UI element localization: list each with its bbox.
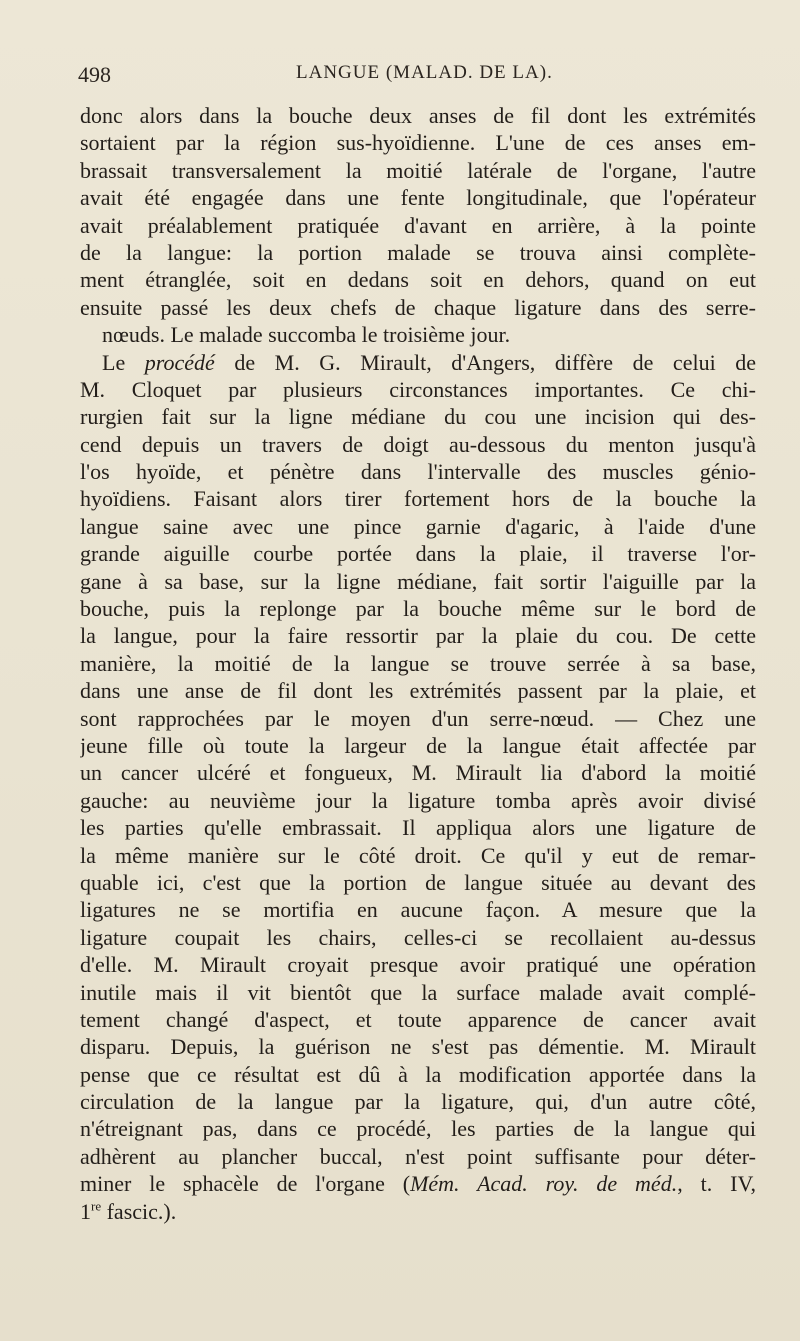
text-line: rurgien fait sur la ligne médiane du cou une incision qui des- bbox=[80, 404, 756, 430]
body-text bbox=[80, 102, 756, 1225]
text-line: ment étranglée, soit en dedans soit en dehors, quand on eut bbox=[80, 267, 756, 293]
ordinal-suffix: re bbox=[91, 1198, 102, 1214]
text-line: un cancer ulcéré et fongueux, M. Mirault lia d'abord la moitié bbox=[80, 760, 756, 786]
text-line: quable ici, c'est que la portion de langue située au devant des bbox=[80, 869, 756, 895]
text-fragment: miner le sphacèle de l'organe ( bbox=[80, 1171, 411, 1197]
citation-line bbox=[80, 1170, 756, 1197]
text-line: manière, la moitié de la langue se trouve serrée à sa base, bbox=[80, 650, 756, 676]
text-line: n'étreignant pas, dans ce procédé, les parties de la langue qui bbox=[80, 1116, 756, 1142]
running-head: LANGUE (MALAD. DE LA). bbox=[296, 62, 553, 83]
text-line: dans une anse de fil dont les extrémités passent par la plaie, et bbox=[80, 678, 756, 704]
paragraph-start-line bbox=[80, 349, 756, 376]
text-line: avait été engagée dans une fente longitudinale, que l'opérateur bbox=[80, 185, 756, 211]
text-line: l'os hyoïde, et pénètre dans l'intervalle des muscles génio- bbox=[80, 459, 756, 485]
italic-term: procédé bbox=[144, 349, 215, 375]
text-line: langue saine avec une pince garnie d'agaric, à l'aide d'une bbox=[80, 513, 756, 539]
page-header bbox=[78, 62, 758, 96]
text-line: ligatures ne se mortifia en aucune façon. A mesure que la bbox=[80, 897, 756, 923]
text-line: sont rapprochées par le moyen d'un serre-nœud. — Chez une bbox=[80, 705, 756, 731]
text-line: la langue, pour la faire ressortir par la plaie du cou. De cette bbox=[80, 623, 756, 649]
text-line: inutile mais il vit bientôt que la surface malade avait complé- bbox=[80, 979, 756, 1005]
text-line: d'elle. M. Mirault croyait presque avoir pratiqué une opération bbox=[80, 952, 756, 978]
text-line: la même manière sur le côté droit. Ce qu'il y eut de remar- bbox=[80, 842, 756, 868]
text-line: cend depuis un travers de doigt au-dessous du menton jusqu'à bbox=[80, 431, 756, 457]
text-line: sortaient par la région sus-hyoïdienne. L'une de ces anses em- bbox=[80, 130, 756, 156]
final-line bbox=[80, 1198, 756, 1225]
text-line: de la langue: la portion malade se trouva ainsi complète- bbox=[80, 239, 756, 265]
text-line: gane à sa base, sur la ligne médiane, fait sortir l'aiguille par la bbox=[80, 568, 756, 594]
text-line: bouche, puis la replonge par la bouche même sur le bord de bbox=[80, 596, 756, 622]
citation-reference: Mém. Acad. roy. de méd. bbox=[410, 1171, 678, 1197]
text-line: nœuds. Le malade succomba le troisième jour. bbox=[102, 322, 511, 348]
text-line: gauche: au neuvième jour la ligature tomba après avoir divisé bbox=[80, 787, 756, 813]
text-line: les parties qu'elle embrassait. Il appliqua alors une ligature de bbox=[80, 815, 756, 841]
ordinal-number: 1 bbox=[80, 1198, 91, 1224]
text-line: ligature coupait les chairs, celles-ci se recollaient au-dessus bbox=[80, 924, 756, 950]
text-line: tement changé d'aspect, et toute apparence de cancer avait bbox=[80, 1006, 756, 1032]
page-number: 498 bbox=[78, 62, 111, 87]
text-line: jeune fille où toute la largeur de la langue était affectée par bbox=[80, 732, 756, 758]
text-line: brassait transversalement la moitié latérale de l'organe, l'autre bbox=[80, 157, 756, 183]
text-line: disparu. Depuis, la guérison ne s'est pas démentie. M. Mirault bbox=[80, 1034, 756, 1060]
text-fragment: de M. G. Mirault, d'Angers, diffère de celui de bbox=[214, 349, 756, 375]
text-line: pense que ce résultat est dû à la modification apportée dans la bbox=[80, 1061, 756, 1087]
text-line: avait préalablement pratiquée d'avant en arrière, à la pointe bbox=[80, 212, 756, 238]
text-line: ensuite passé les deux chefs de chaque ligature dans des serre- bbox=[80, 294, 756, 320]
text-fragment: , t. IV, bbox=[677, 1171, 756, 1197]
text-line: M. Cloquet par plusieurs circonstances importantes. Ce chi- bbox=[80, 376, 756, 402]
text-line: donc alors dans la bouche deux anses de fil dont les extrémités bbox=[80, 103, 756, 128]
text-fragment: fascic.). bbox=[101, 1198, 177, 1224]
text-fragment: Le bbox=[102, 349, 145, 375]
text-line: grande aiguille courbe portée dans la plaie, il traverse l'or- bbox=[80, 541, 756, 567]
text-line: hyoïdiens. Faisant alors tirer fortement hors de la bouche la bbox=[80, 486, 756, 512]
text-line: circulation de la langue par la ligature, qui, d'un autre côté, bbox=[80, 1089, 756, 1115]
text-line: adhèrent au plancher buccal, n'est point suffisante pour déter- bbox=[80, 1143, 756, 1169]
